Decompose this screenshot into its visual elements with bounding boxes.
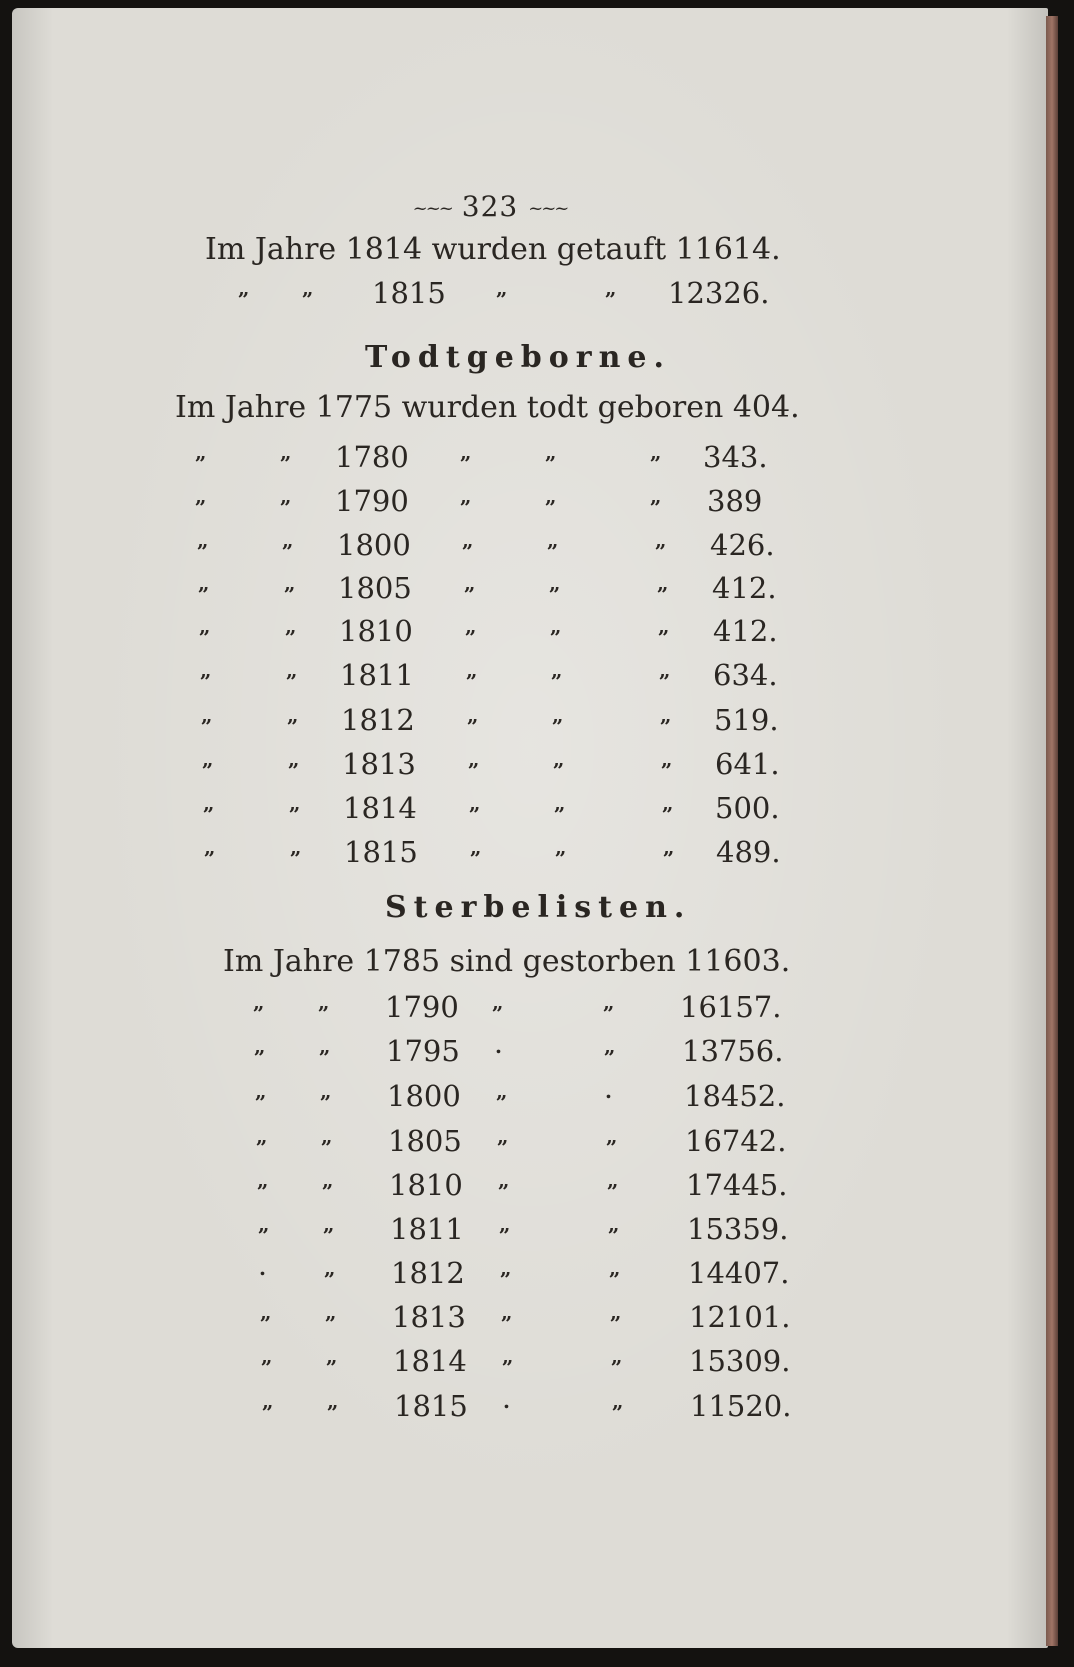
ditto-mark: „ [326,1344,338,1368]
deaths-row [0,1034,1074,1074]
stillborn-row [0,440,1074,480]
deaths-row [0,990,1074,1030]
ditto-mark: „ [325,1300,337,1324]
deaths-row [0,1389,1074,1429]
ditto-mark: „ [470,835,482,859]
row-year: 1813 [392,1300,466,1334]
ditto-mark: „ [608,1212,620,1236]
ditto-mark: „ [284,571,296,595]
ditto-mark: „ [497,1124,509,1148]
ditto-mark: „ [604,1034,616,1058]
ditto-mark: „ [289,791,301,815]
ditto-mark: „ [262,1389,274,1413]
ditto-mark: „ [610,1300,622,1324]
row-year: 1805 [388,1124,462,1158]
ditto-mark: „ [302,276,314,300]
ditto-mark: „ [321,1124,333,1148]
row-year: 1790 [335,484,409,518]
ditto-mark: „ [469,791,481,815]
deaths-row [0,1256,1074,1296]
ditto-mark: „ [499,1212,511,1236]
ditto-mark: „ [195,484,207,508]
ditto-mark: „ [204,835,216,859]
ditto-mark: „ [199,614,211,638]
row-count: 12326. [668,276,770,310]
ditto-mark: „ [319,1034,331,1058]
row-year: 1812 [391,1256,465,1290]
ditto-mark: „ [553,747,565,771]
row-count: 426. [710,528,775,562]
ditto-mark: „ [501,1300,513,1324]
baptism-line-1814: Im Jahre 1814 wurden getauft 11614. [205,232,781,267]
ditto-mark: „ [465,614,477,638]
stillborn-row [0,835,1074,875]
page-header [360,190,620,223]
stillborn-row [0,528,1074,568]
row-year: 1810 [389,1168,463,1202]
ditto-mark: „ [255,1079,267,1103]
ditto-mark: „ [603,990,615,1014]
ditto-mark: „ [322,1168,334,1192]
ditto-mark: „ [607,1168,619,1192]
row-year: 1810 [339,614,413,648]
ditto-mark: „ [462,528,474,552]
ditto-mark: „ [280,440,292,464]
ditto-mark: „ [256,1124,268,1148]
ditto-mark: „ [657,571,669,595]
row-year: 1800 [387,1079,461,1113]
row-count: 489. [716,835,781,869]
ditto-mark: „ [320,1079,332,1103]
ditto-mark: . [495,1034,502,1058]
ornament-right: ~~~ [528,198,568,219]
ditto-mark: „ [466,658,478,682]
ditto-mark: „ [662,791,674,815]
row-count: 16157. [680,990,782,1024]
ditto-mark: . [605,1079,612,1103]
row-year: 1780 [335,440,409,474]
ditto-mark: „ [286,658,298,682]
ditto-mark: „ [258,1212,270,1236]
page-number: 323 [461,190,519,223]
row-year: 1815 [394,1389,468,1423]
ditto-mark: „ [605,276,617,300]
deaths-row [0,1124,1074,1164]
stillborn-line-1775: Im Jahre 1775 wurden todt geboren 404. [175,390,800,425]
row-count: 412. [713,614,778,648]
ditto-mark: „ [492,990,504,1014]
row-year: 1815 [372,276,446,310]
ditto-mark: „ [650,484,662,508]
ditto-mark: „ [324,1256,336,1280]
ditto-mark: „ [609,1256,621,1280]
ditto-mark: „ [280,484,292,508]
row-year: 1790 [385,990,459,1024]
ditto-mark: „ [323,1212,335,1236]
ditto-mark: „ [203,791,215,815]
ditto-mark: „ [498,1168,510,1192]
row-year: 1815 [344,835,418,869]
row-count: 412. [712,571,777,605]
ditto-mark: „ [202,747,214,771]
ditto-mark: „ [198,571,210,595]
ditto-mark: „ [467,703,479,727]
row-count: 13756. [682,1034,784,1068]
row-count: 641. [715,747,780,781]
ditto-mark: „ [327,1389,339,1413]
ditto-mark: „ [611,1344,623,1368]
ditto-mark: „ [460,484,472,508]
baptism-row [0,276,1074,316]
deaths-row [0,1168,1074,1208]
ditto-mark: „ [552,703,564,727]
row-count: 634. [713,658,778,692]
row-year: 1800 [337,528,411,562]
row-count: 14407. [688,1256,790,1290]
ditto-mark: „ [253,990,265,1014]
ditto-mark: „ [464,571,476,595]
ditto-mark: „ [555,835,567,859]
ditto-mark: . [259,1256,266,1280]
ditto-mark: „ [257,1168,269,1192]
stillborn-row [0,658,1074,698]
ditto-mark: „ [606,1124,618,1148]
row-year: 1811 [340,658,414,692]
row-year: 1811 [390,1212,464,1246]
stillborn-row [0,703,1074,743]
ornament-left: ~~~ [412,198,452,219]
row-count: 15359. [687,1212,789,1246]
deaths-row [0,1344,1074,1384]
ditto-mark: „ [468,747,480,771]
ditto-mark: „ [612,1389,624,1413]
section-heading-deaths: Sterbelisten. [385,890,692,925]
ditto-mark: „ [290,835,302,859]
stillborn-row [0,484,1074,524]
deaths-row [0,1079,1074,1119]
ditto-mark: „ [496,276,508,300]
row-count: 17445. [686,1168,788,1202]
row-count: 15309. [689,1344,791,1378]
ditto-mark: „ [201,703,213,727]
stillborn-row [0,614,1074,654]
ditto-mark: „ [260,1300,272,1324]
ditto-mark: „ [554,791,566,815]
row-year: 1795 [386,1034,460,1068]
ditto-mark: „ [661,747,673,771]
row-count: 16742. [685,1124,787,1158]
ditto-mark: „ [288,747,300,771]
ditto-mark: „ [658,614,670,638]
ditto-mark: „ [254,1034,266,1058]
ditto-mark: „ [650,440,662,464]
ditto-mark: „ [550,614,562,638]
ditto-mark: „ [195,440,207,464]
deaths-row [0,1212,1074,1252]
ditto-mark: „ [660,703,672,727]
ditto-mark: „ [200,658,212,682]
ditto-mark: . [503,1389,510,1413]
stillborn-row [0,571,1074,611]
row-count: 519. [714,703,779,737]
row-count: 500. [715,791,780,825]
row-year: 1814 [343,791,417,825]
ditto-mark: „ [547,528,559,552]
row-count: 18452. [684,1079,786,1113]
ditto-mark: „ [287,703,299,727]
ditto-mark: „ [318,990,330,1014]
ditto-mark: „ [460,440,472,464]
stillborn-row [0,747,1074,787]
row-count: 11520. [690,1389,792,1423]
section-heading-stillborn: Todtgeborne. [365,340,671,375]
ditto-mark: „ [238,276,250,300]
ditto-mark: „ [545,484,557,508]
ditto-mark: „ [496,1079,508,1103]
ditto-mark: „ [261,1344,273,1368]
ditto-mark: „ [549,571,561,595]
ditto-mark: „ [545,440,557,464]
ditto-mark: „ [285,614,297,638]
ditto-mark: „ [282,528,294,552]
row-count: 389 [707,484,763,518]
row-count: 12101. [689,1300,791,1334]
row-year: 1814 [393,1344,467,1378]
deaths-line-1785: Im Jahre 1785 sind gestorben 11603. [223,944,791,979]
row-count: 343. [703,440,768,474]
row-year: 1813 [342,747,416,781]
ditto-mark: „ [551,658,563,682]
ditto-mark: „ [197,528,209,552]
ditto-mark: „ [655,528,667,552]
deaths-row [0,1300,1074,1340]
ditto-mark: „ [659,658,671,682]
stillborn-row [0,791,1074,831]
ditto-mark: „ [663,835,675,859]
row-year: 1805 [338,571,412,605]
row-year: 1812 [341,703,415,737]
ditto-mark: „ [500,1256,512,1280]
ditto-mark: „ [502,1344,514,1368]
